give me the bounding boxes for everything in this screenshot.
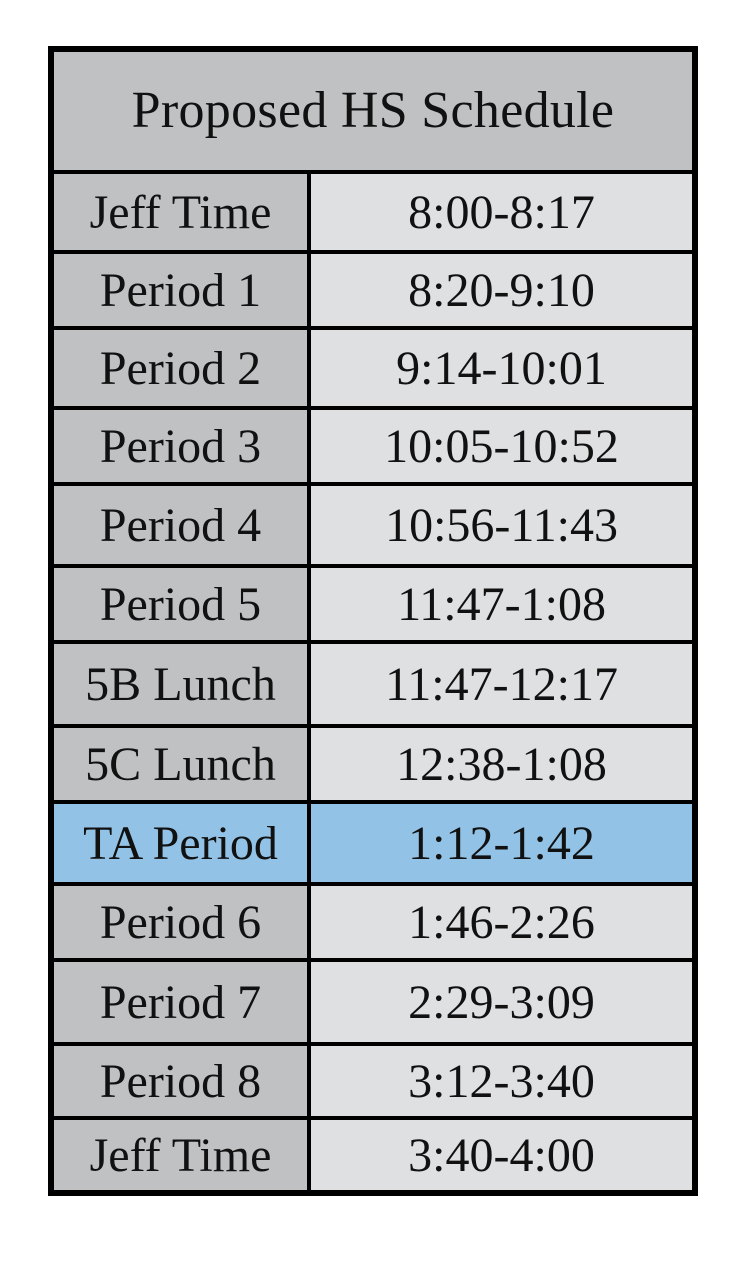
row-time: 1:46-2:26 [311, 886, 692, 958]
row-time: 3:40-4:00 [311, 1120, 692, 1190]
schedule-row-5c-lunch [54, 728, 692, 800]
row-time: 9:14-10:01 [311, 330, 692, 406]
schedule-row-period-5 [54, 568, 692, 640]
schedule-row-period-6 [54, 886, 692, 958]
row-time: 8:00-8:17 [311, 174, 692, 250]
schedule-row-period-8 [54, 1046, 692, 1116]
row-label: Jeff Time [54, 1120, 311, 1190]
schedule-table [48, 46, 698, 1196]
schedule-row-5b-lunch [54, 644, 692, 724]
schedule-row-ta-period [54, 804, 692, 882]
row-time: 10:05-10:52 [311, 410, 692, 482]
row-label: Period 4 [54, 486, 311, 564]
row-time: 11:47-1:08 [311, 568, 692, 640]
row-time: 2:29-3:09 [311, 962, 692, 1042]
row-label: Jeff Time [54, 174, 311, 250]
row-time: 8:20-9:10 [311, 254, 692, 326]
row-label: Period 3 [54, 410, 311, 482]
table-title: Proposed HS Schedule [54, 52, 692, 170]
schedule-row-jeff-time-morning [54, 174, 692, 250]
row-label: 5B Lunch [54, 644, 311, 724]
schedule-row-period-1 [54, 254, 692, 326]
row-label: Period 2 [54, 330, 311, 406]
row-label: Period 1 [54, 254, 311, 326]
row-label: TA Period [54, 804, 311, 882]
row-time: 12:38-1:08 [311, 728, 692, 800]
row-label: 5C Lunch [54, 728, 311, 800]
schedule-row-period-7 [54, 962, 692, 1042]
row-label: Period 6 [54, 886, 311, 958]
schedule-row-period-3 [54, 410, 692, 482]
schedule-row-period-4 [54, 486, 692, 564]
row-label: Period 5 [54, 568, 311, 640]
schedule-row-period-2 [54, 330, 692, 406]
row-time: 10:56-11:43 [311, 486, 692, 564]
row-label: Period 8 [54, 1046, 311, 1116]
row-time: 3:12-3:40 [311, 1046, 692, 1116]
row-label: Period 7 [54, 962, 311, 1042]
row-time: 11:47-12:17 [311, 644, 692, 724]
row-time: 1:12-1:42 [311, 804, 692, 882]
schedule-row-jeff-time-afternoon [54, 1120, 692, 1190]
